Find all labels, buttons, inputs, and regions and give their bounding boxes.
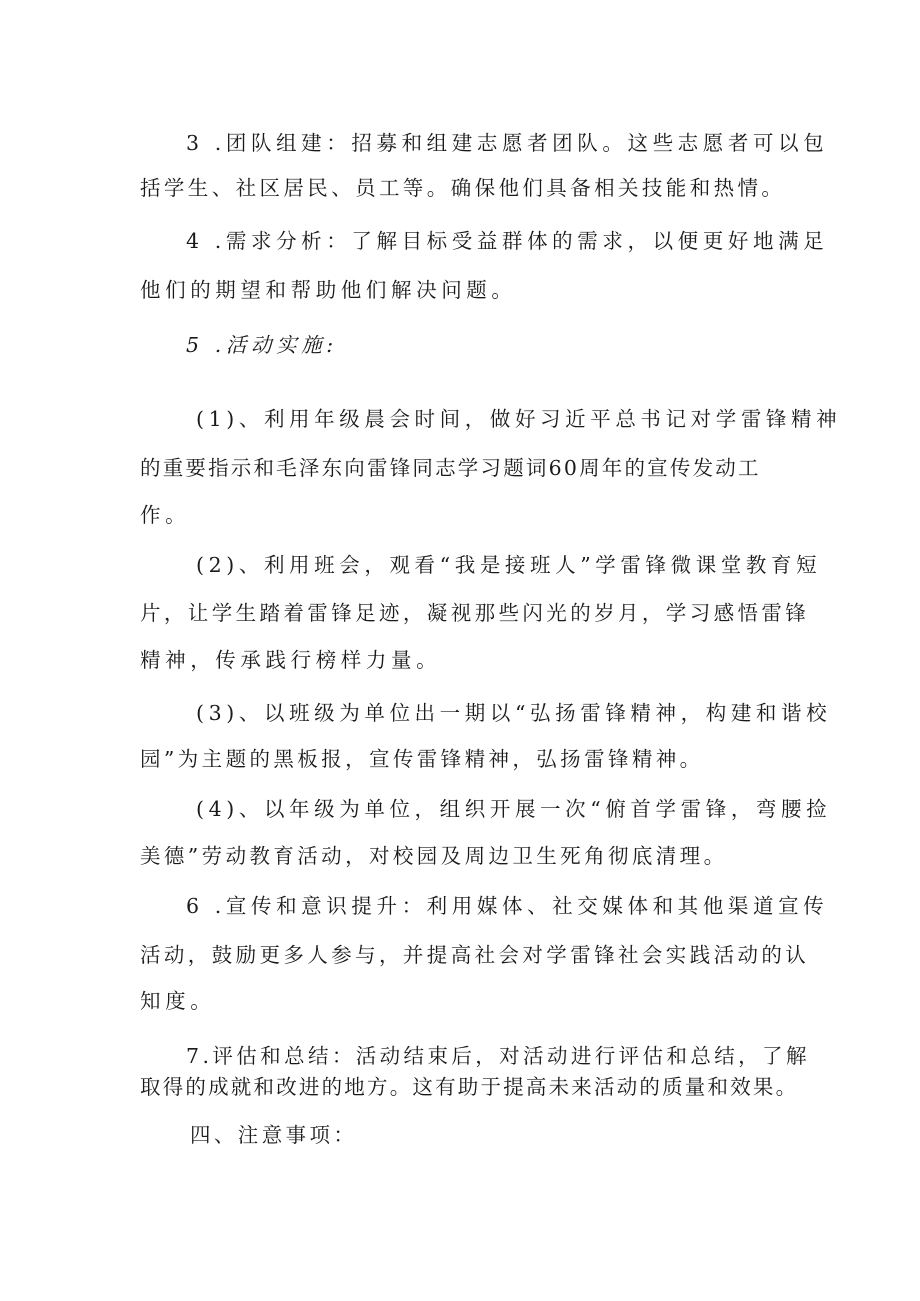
paragraph-4-line-1: 4 .需求分析：了解目标受益群体的需求，以便更好地满足	[186, 229, 829, 253]
item-1-line-2: 的重要指示和毛泽东向雷锋同志学习题词60周年的宣传发动工	[140, 456, 761, 480]
paragraph-3-line-2: 括学生、社区居民、员工等。确保他们具备相关技能和热情。	[140, 176, 786, 200]
paragraph-7-line-1: 7.评估和总结：活动结束后，对活动进行评估和总结，了解	[186, 1044, 810, 1068]
item-2-line-1: (2)、利用班会，观看“我是接班人”学雷锋微课堂教育短	[196, 553, 822, 577]
paragraph-4-line-2: 他们的期望和帮助他们解决问题。	[140, 278, 517, 302]
item-2-line-2: 片，让学生踏着雷锋足迹，凝视那些闪光的岁月，学习感悟雷锋	[140, 601, 810, 625]
paragraph-6-line-2: 活动，鼓励更多人参与，并提高社会对学雷锋社会实践活动的认	[140, 943, 810, 967]
section-4-heading: 四、注意事项：	[190, 1123, 358, 1147]
item-1-line-1: (1)、利用年级晨会时间，做好习近平总书记对学雷锋精神	[196, 407, 842, 431]
item-2-line-3: 精神，传承践行榜样力量。	[140, 648, 442, 672]
section-5-heading: 5 .活动实施:	[186, 333, 338, 357]
item-4-line-2: 美德”劳动教育活动，对校园及周边卫生死角彻底清理。	[140, 844, 728, 868]
paragraph-7-line-2: 取得的成就和改进的地方。这有助于提高未来活动的质量和效果。	[140, 1075, 799, 1099]
paragraph-3-line-1: 3 .团队组建：招募和组建志愿者团队。这些志愿者可以包	[186, 131, 829, 155]
item-3-line-1: (3)、以班级为单位出一期以“弘扬雷锋精神，构建和谐校	[196, 701, 832, 725]
item-1-line-3: 作。	[140, 503, 191, 527]
paragraph-6-line-3: 知度。	[140, 989, 216, 1013]
item-3-line-2: 园”为主题的黑板报，宣传雷锋精神，弘扬雷锋精神。	[140, 747, 704, 771]
paragraph-6-line-1: 6 .宣传和意识提升：利用媒体、社交媒体和其他渠道宣传	[186, 894, 829, 918]
item-4-line-1: (4)、以年级为单位，组织开展一次“俯首学雷锋，弯腰捡	[196, 797, 832, 821]
